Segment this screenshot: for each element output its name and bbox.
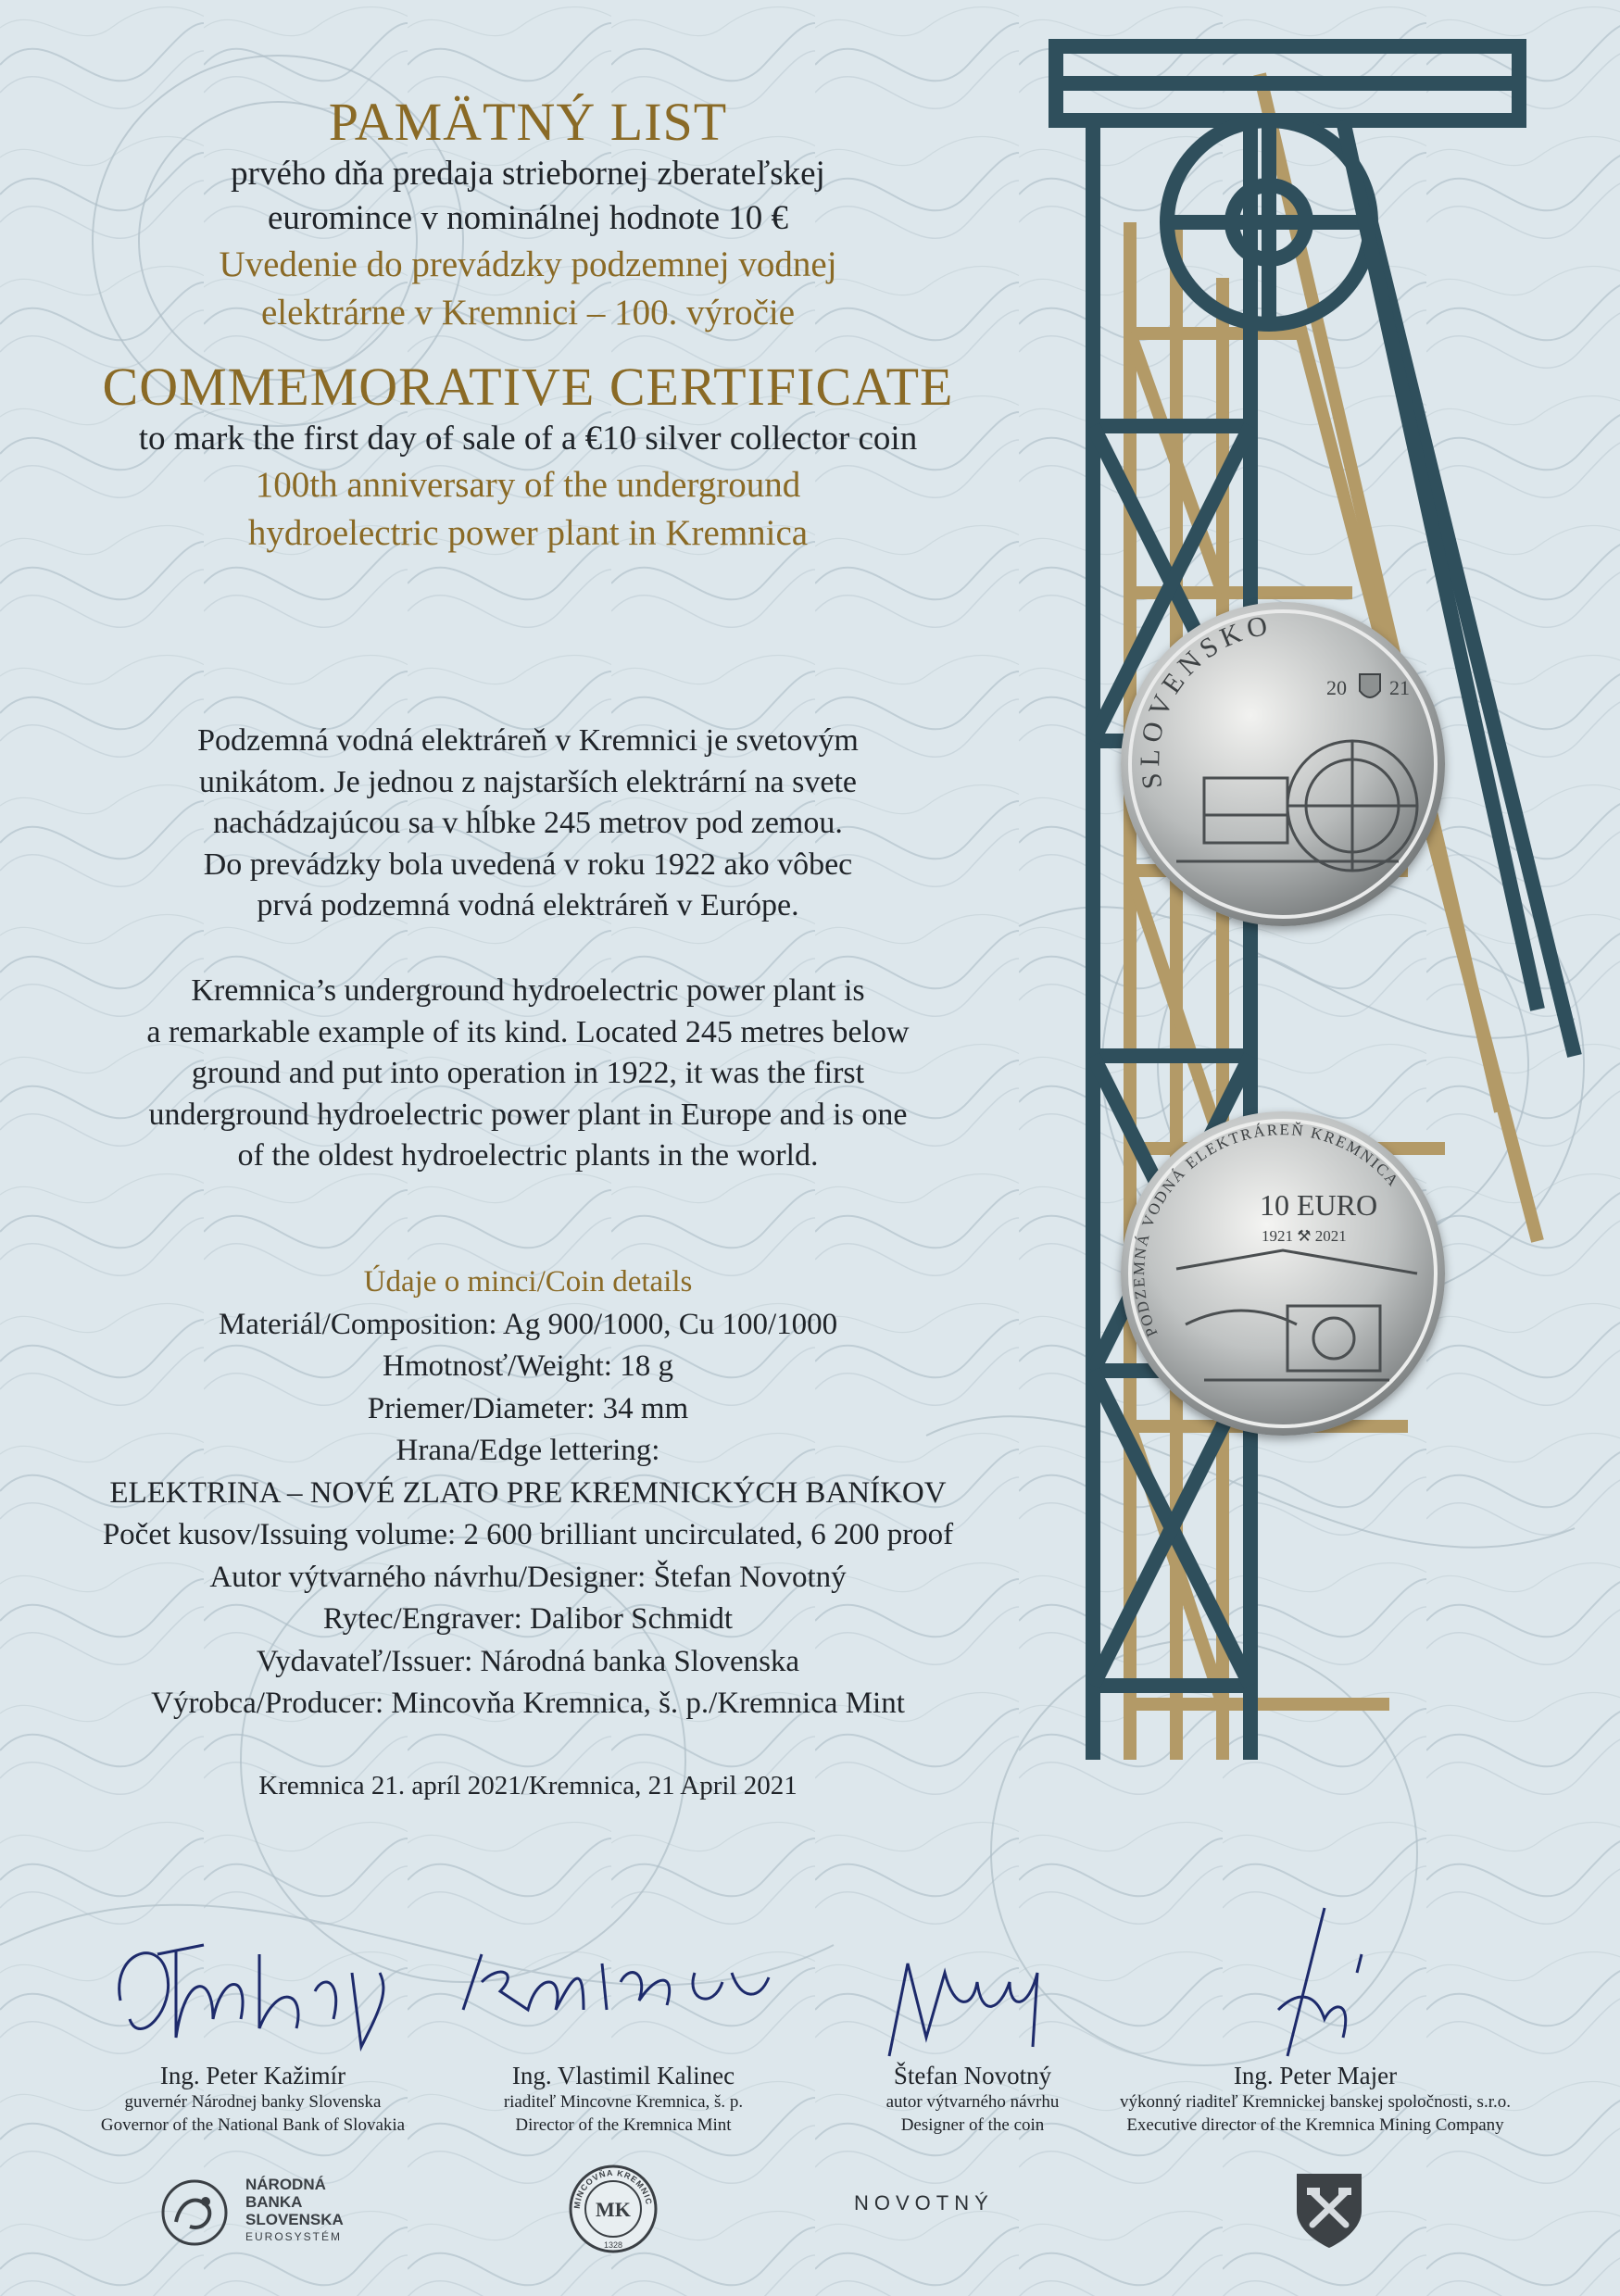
novotny-logo: NOVOTNÝ	[854, 2191, 994, 2214]
description-sk-line: unikátom. Je jednou z najstarších elektrární na svete	[199, 764, 857, 799]
header	[37, 93, 1019, 558]
nbs-logo	[157, 2172, 380, 2255]
coin-detail-line: Hmotnosť/Weight: 18 g	[383, 1349, 673, 1383]
title-en: COMMEMORATIVE CERTIFICATE	[102, 357, 954, 417]
coin-obverse	[1121, 602, 1445, 926]
coin-detail-line: Výrobca/Producer: Mincovňa Kremnica, š. p./Kremnica Mint	[151, 1687, 905, 1720]
mint-logo	[567, 2163, 659, 2255]
signatory-role-en: Designer of the coin	[900, 2115, 1045, 2135]
coin-detail-line: Autor výtvarného návrhu/Designer: Štefan Novotný	[209, 1560, 847, 1594]
coin-details	[37, 1261, 1019, 1725]
mint-logo-monogram: MK	[596, 2198, 631, 2221]
subtitle-en: to mark the first day of sale of a €10 silver collector coin	[138, 420, 918, 458]
nbs-emblem-icon	[157, 2176, 232, 2250]
coin-obverse-country: SLOVENSKO	[1135, 609, 1275, 792]
signatory-role-sk: výkonný riaditeľ Kremnickej banskej spoločnosti, s.r.o.	[1120, 2092, 1511, 2112]
coin-reverse-years: 1921 ⚒ 2021	[1262, 1227, 1347, 1245]
signatory-name: Štefan Novotný	[893, 2062, 1052, 2089]
svg-text:SLOVENSKO	[1135, 609, 1275, 791]
description-en-line: a remarkable example of its kind. Located 245 metres below	[146, 1014, 910, 1049]
description-en-line: of the oldest hydroelectric plants in the world.	[237, 1138, 819, 1173]
coin-detail-line: Priemer/Diameter: 34 mm	[367, 1391, 689, 1425]
signatory-role-en: Governor of the National Bank of Slovakia	[100, 2115, 406, 2135]
mint-logo-year: 1328	[603, 2240, 623, 2250]
signature-majer	[1223, 1899, 1408, 2075]
description-sk-line: prvá podzemná vodná elektráreň v Európe.	[257, 888, 799, 922]
theme-sk-line-2: elektrárne v Kremnici – 100. výročie	[260, 293, 796, 332]
signatory-2	[420, 2061, 827, 2137]
signatory-role-sk: autor výtvarného návrhu	[885, 2092, 1060, 2112]
coin-reverse-legend: PODZEMNÁ VODNÁ ELEKTRÁREŇ KREMNICA	[1129, 1121, 1403, 1340]
description-en-line: ground and put into operation in 1922, it was the first	[191, 1056, 865, 1090]
coin-detail-line: Materiál/Composition: Ag 900/1000, Cu 100/1000	[218, 1307, 838, 1341]
coin-reverse-relief	[1121, 1111, 1445, 1436]
mining-company-shield-icon	[1292, 2169, 1366, 2252]
theme-en-line-1: 100th anniversary of the underground	[255, 465, 801, 505]
nbs-logo-line: SLOVENSKA	[245, 2211, 344, 2228]
coin-obverse-relief	[1121, 602, 1445, 926]
signatory-role-en: Executive director of the Kremnica Mining Company	[1126, 2115, 1504, 2135]
coin-detail-line: Vydavateľ/Issuer: Národná banka Slovenska	[256, 1644, 800, 1678]
description-sk-line: Do prevádzky bola uvedená v roku 1922 ako vôbec	[203, 847, 853, 882]
signatory-role-en: Director of the Kremnica Mint	[515, 2115, 732, 2135]
nbs-logo-eurosystem: EUROSYSTÉM	[245, 2230, 343, 2243]
signatory-name: Ing. Peter Majer	[1233, 2062, 1398, 2089]
description-sk-line: Podzemná vodná elektráreň v Kremnici je svetovým	[197, 723, 859, 758]
coat-of-arms-icon	[1360, 674, 1380, 697]
nbs-logo-line: NÁRODNÁ	[245, 2176, 326, 2193]
signatory-name: Ing. Vlastimil Kalinec	[511, 2062, 735, 2089]
issue-date: Kremnica 21. apríl 2021/Kremnica, 21 April 2021	[258, 1771, 797, 1800]
theme-en-line-2: hydroelectric power plant in Kremnica	[247, 513, 809, 553]
coin-detail-line: Počet kusov/Issuing volume: 2 600 brilliant uncirculated, 6 200 proof	[102, 1518, 954, 1551]
description-sk-line: nachádzajúcou sa v hĺbke 245 metrov pod zemou.	[213, 806, 843, 840]
subtitle-sk-line-1: prvého dňa predaja striebornej zberateľskej	[231, 155, 825, 193]
coin-obverse-year-right: 21	[1389, 676, 1410, 699]
title-sk: PAMÄTNÝ LIST	[328, 92, 728, 152]
mint-logo-ring: MINCOVŇA KREMNIC	[571, 2167, 654, 2210]
description-sk	[37, 721, 1019, 927]
signature-kalinec	[445, 1936, 797, 2047]
coin-detail-line: ELEKTRINA – NOVÉ ZLATO PRE KREMNICKÝCH BANÍKOV	[109, 1475, 947, 1510]
nbs-logo-line: BANKA	[245, 2193, 303, 2211]
coin-detail-line: Rytec/Engraver: Dalibor Schmidt	[322, 1602, 734, 1636]
signatory-role-sk: riaditeľ Mincovne Kremnica, š. p.	[503, 2092, 744, 2112]
signatory-role-sk: guvernér Národnej banky Slovenska	[124, 2092, 382, 2112]
signatory-1	[49, 2061, 457, 2137]
signature-kazimir	[102, 1917, 408, 2065]
signatory-name: Ing. Peter Kažimír	[159, 2062, 346, 2089]
description-en	[37, 971, 1019, 1177]
signatory-4	[1074, 2061, 1556, 2137]
coin-details-heading: Údaje o minci/Coin details	[363, 1265, 693, 1299]
coin-reverse	[1121, 1111, 1445, 1436]
description-en-line: underground hydroelectric power plant in Europe and is one	[148, 1097, 908, 1132]
coin-detail-line: Hrana/Edge lettering:	[396, 1434, 660, 1467]
coin-reverse-value: 10 EURO	[1260, 1188, 1378, 1222]
theme-sk-line-1: Uvedenie do prevádzky podzemnej vodnej	[219, 245, 837, 284]
signature-novotny	[871, 1936, 1074, 2065]
description-en-line: Kremnica’s underground hydroelectric power plant is	[191, 973, 865, 1008]
coin-obverse-year-left: 20	[1326, 676, 1347, 699]
subtitle-sk-line-2: euromince v nominálnej hodnote 10 €	[267, 199, 789, 237]
